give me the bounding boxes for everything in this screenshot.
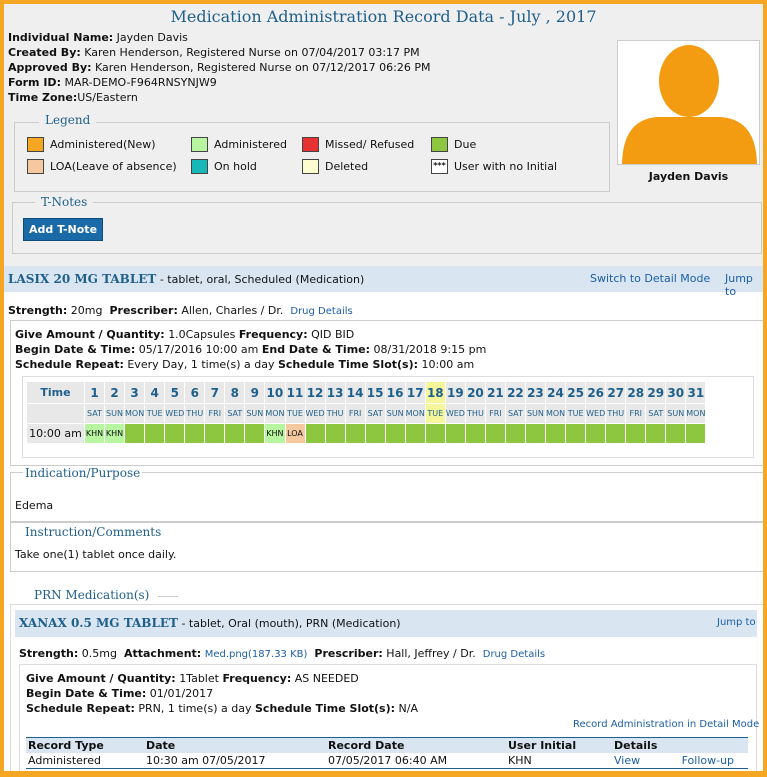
day-name-header: THU — [606, 404, 626, 424]
jump-to-link[interactable]: Jump to — [725, 272, 753, 298]
day-number-header: 5 — [165, 382, 185, 404]
divider — [158, 596, 178, 597]
swatch: *** — [431, 159, 448, 174]
swatch — [431, 137, 448, 152]
header-area — [4, 4, 763, 266]
indication-text: Edema — [15, 499, 54, 512]
day-name-header: FRI — [485, 404, 505, 424]
avatar — [617, 40, 760, 165]
day-number-header: 20 — [465, 382, 485, 404]
day-number-header: 31 — [686, 382, 706, 404]
med-header-xanax — [15, 610, 757, 637]
legend-loa: LOA(Leave of absence) — [27, 159, 177, 174]
day-number-header: 14 — [345, 382, 365, 404]
legend-deleted: Deleted — [302, 159, 368, 174]
schedule-cell[interactable]: KHN — [265, 424, 285, 444]
day-name-header: THU — [325, 404, 345, 424]
day-number-header: 30 — [666, 382, 686, 404]
schedule-cell[interactable] — [646, 424, 666, 444]
legend-administered: Administered — [191, 137, 287, 152]
day-name-header: MON — [686, 404, 706, 424]
day-number-header: 7 — [205, 382, 225, 404]
tnotes-section — [12, 195, 762, 254]
user-initial: KHN — [506, 753, 612, 769]
day-name-header: MON — [265, 404, 285, 424]
day-number-header: 13 — [325, 382, 345, 404]
swatch — [302, 159, 319, 174]
drug-details-link[interactable]: Drug Details — [482, 649, 546, 660]
day-name-header: TUE — [145, 404, 165, 424]
column-header: Record Type — [26, 738, 144, 754]
day-number-header: 3 — [125, 382, 145, 404]
day-name-header: WED — [586, 404, 606, 424]
day-name-header: SUN — [245, 404, 265, 424]
day-number-header: 18 — [425, 382, 445, 404]
day-number-header: 8 — [225, 382, 245, 404]
day-name-header: SAT — [85, 404, 105, 424]
swatch — [191, 159, 208, 174]
legend-administered-new: Administered(New) — [27, 137, 156, 152]
column-header: Details — [612, 738, 748, 754]
day-number-header: 1 — [85, 382, 105, 404]
day-number-header: 2 — [105, 382, 125, 404]
drug-desc: - tablet, oral, Scheduled (Medication) — [156, 273, 365, 286]
day-number-header: 27 — [606, 382, 626, 404]
day-number-header: 19 — [445, 382, 465, 404]
schedule-cell[interactable] — [245, 424, 265, 444]
schedule-cell[interactable] — [365, 424, 385, 444]
day-number-header: 23 — [525, 382, 545, 404]
drug-name[interactable]: XANAX 0.5 MG TABLET — [19, 616, 178, 630]
view-link[interactable]: View — [614, 754, 641, 767]
day-name-header: FRI — [205, 404, 225, 424]
record-entered-date: 07/05/2017 06:40 AM — [326, 753, 506, 769]
swatch — [302, 137, 319, 152]
schedule-cell[interactable] — [505, 424, 525, 444]
day-number-header: 21 — [485, 382, 505, 404]
add-tnote-button[interactable]: Add T-Note — [23, 218, 103, 241]
day-name-header: WED — [165, 404, 185, 424]
legend-on-hold: On hold — [191, 159, 257, 174]
legend — [14, 113, 610, 192]
day-number-header: 24 — [545, 382, 565, 404]
day-number-header: 9 — [245, 382, 265, 404]
info-created-by: Created By: Karen Henderson, Registered Nurse on 07/04/2017 03:17 PM — [8, 46, 420, 59]
day-number-header: 6 — [185, 382, 205, 404]
user-silhouette-icon — [618, 41, 760, 165]
attachment-link[interactable]: Med.png(187.33 KB) — [204, 649, 308, 660]
day-name-header: TUE — [425, 404, 445, 424]
schedule-cell[interactable] — [425, 424, 445, 444]
table-header-row — [26, 738, 748, 754]
day-name-header: SAT — [365, 404, 385, 424]
schedule-cell[interactable] — [465, 424, 485, 444]
schedule-cell[interactable] — [145, 424, 165, 444]
schedule-cell[interactable] — [165, 424, 185, 444]
day-number-header: 26 — [586, 382, 606, 404]
day-name-header: MON — [545, 404, 565, 424]
day-name-header: SUN — [385, 404, 405, 424]
day-number-header: 12 — [305, 382, 325, 404]
day-name-header: WED — [305, 404, 325, 424]
info-approved-by: Approved By: Karen Henderson, Registered Nurse on 07/12/2017 06:26 PM — [8, 61, 431, 74]
schedule-grid — [26, 381, 706, 444]
day-name-header: THU — [185, 404, 205, 424]
instruction-panel — [10, 522, 764, 572]
drug-desc: - tablet, Oral (mouth), PRN (Medication) — [177, 617, 401, 630]
day-name-header: TUE — [566, 404, 586, 424]
day-name-header: SAT — [225, 404, 245, 424]
schedule-cell[interactable] — [185, 424, 205, 444]
schedule-cell[interactable] — [405, 424, 425, 444]
schedule-cell[interactable] — [666, 424, 686, 444]
day-number-header: 22 — [505, 382, 525, 404]
day-number-header: 28 — [626, 382, 646, 404]
day-name-header: FRI — [626, 404, 646, 424]
day-number-header: 11 — [285, 382, 305, 404]
schedule-cell[interactable] — [606, 424, 626, 444]
swatch — [191, 137, 208, 152]
schedule-cell[interactable] — [686, 424, 706, 444]
schedule-cell[interactable]: LOA — [285, 424, 305, 444]
day-name-header: WED — [445, 404, 465, 424]
schedule-cell[interactable] — [566, 424, 586, 444]
med-schedule-info: Give Amount / Quantity: 1.0Capsules Frequency: QID BID Begin Date & Time: 05/17/2016 10:00 am End Date & Time: 08/31/2018 9:15 pm Schedule Repeat: Every Day, 1 time(s) a day Schedule Time Slot(s): 10:00 am — [15, 328, 487, 371]
swatch — [27, 137, 44, 152]
legend-no-initial: *** User with no Initial — [431, 159, 557, 174]
instruction-title: Instruction/Comments — [25, 525, 162, 539]
day-name-header: SUN — [666, 404, 686, 424]
column-header: Record Date — [326, 738, 506, 754]
schedule-cell[interactable] — [485, 424, 505, 444]
day-name-header: SAT — [505, 404, 525, 424]
jump-to-link[interactable]: Jump to — [717, 617, 756, 628]
schedule-cell[interactable]: KHN — [85, 424, 105, 444]
day-name-header: FRI — [345, 404, 365, 424]
day-name-header: TUE — [285, 404, 305, 424]
schedule-cell[interactable] — [586, 424, 606, 444]
prn-strength-line: Strength: 0.5mg Attachment: Med.png(187.33 KB) Prescriber: Hall, Jeffrey / Dr. Drug Details — [19, 647, 546, 660]
day-name-header: SUN — [105, 404, 125, 424]
prn-schedule-info: Give Amount / Quantity: 1Tablet Frequency: AS NEEDED Begin Date & Time: 01/01/2017 Schedule Repeat: PRN, 1 time(s) a day Schedule Time Slot(s): N/A — [26, 672, 419, 715]
schedule-cell[interactable] — [525, 424, 545, 444]
schedule-cell[interactable] — [305, 424, 325, 444]
schedule-cell[interactable] — [225, 424, 245, 444]
administration-record-table — [26, 737, 748, 769]
legend-missed: Missed/ Refused — [302, 137, 414, 152]
time-slot-label: 10:00 am — [27, 424, 85, 444]
day-name-header: SAT — [646, 404, 666, 424]
info-form-id: Form ID: MAR-DEMO-F964RNSYNJW9 — [8, 76, 217, 89]
drug-details-link[interactable]: Drug Details — [290, 306, 353, 317]
prn-section-title: PRN Medication(s) — [34, 588, 150, 602]
day-number-header: 17 — [405, 382, 425, 404]
schedule-cell[interactable] — [325, 424, 345, 444]
switch-detail-mode-link[interactable]: Switch to Detail Mode — [590, 272, 711, 285]
drug-name[interactable]: LASIX 20 MG TABLET — [8, 272, 157, 286]
record-type: Administered — [26, 753, 144, 769]
record-info — [8, 30, 430, 105]
med-header-lasix — [4, 266, 763, 298]
schedule-cell[interactable] — [125, 424, 145, 444]
day-name-header: SUN — [525, 404, 545, 424]
schedule-cell[interactable]: KHN — [105, 424, 125, 444]
tnotes-title: T-Notes — [35, 195, 93, 209]
day-number-header: 16 — [385, 382, 405, 404]
legend-due: Due — [431, 137, 476, 152]
schedule-cell[interactable] — [385, 424, 405, 444]
schedule-cell[interactable] — [205, 424, 225, 444]
swatch — [27, 159, 44, 174]
page-title: Medication Administration Record Data - July , 2017 — [170, 7, 597, 26]
schedule-cell[interactable] — [345, 424, 365, 444]
day-number-header: 25 — [566, 382, 586, 404]
indication-panel — [10, 466, 764, 522]
table-row — [26, 753, 748, 769]
schedule-cell[interactable] — [445, 424, 465, 444]
info-individual: Individual Name: Jayden Davis — [8, 31, 188, 44]
column-header: User Initial — [506, 738, 612, 754]
column-header: Date — [144, 738, 326, 754]
record-administration-link[interactable]: Record Administration in Detail Mode — [573, 719, 760, 730]
day-number-header: 29 — [646, 382, 666, 404]
time-header: Time — [27, 382, 85, 404]
indication-title: Indication/Purpose — [25, 466, 141, 480]
schedule-cell[interactable] — [545, 424, 565, 444]
details-cell — [612, 753, 748, 769]
legend-title: Legend — [39, 113, 96, 127]
blank-cell — [27, 404, 85, 424]
day-number-header: 10 — [265, 382, 285, 404]
info-time-zone: Time Zone:US/Eastern — [8, 91, 138, 104]
day-number-header: 15 — [365, 382, 385, 404]
strength-line: Strength: 20mg Prescriber: Allen, Charles / Dr. Drug Details — [8, 304, 353, 317]
avatar-name: Jayden Davis — [648, 170, 729, 183]
day-name-header: MON — [405, 404, 425, 424]
instruction-text: Take one(1) tablet once daily. — [15, 548, 177, 561]
day-name-header: MON — [125, 404, 145, 424]
schedule-cell[interactable] — [626, 424, 646, 444]
record-date-time: 10:30 am 07/05/2017 — [144, 753, 326, 769]
follow-up-link[interactable]: Follow-up — [681, 754, 735, 767]
day-name-header: THU — [465, 404, 485, 424]
day-number-header: 4 — [145, 382, 165, 404]
